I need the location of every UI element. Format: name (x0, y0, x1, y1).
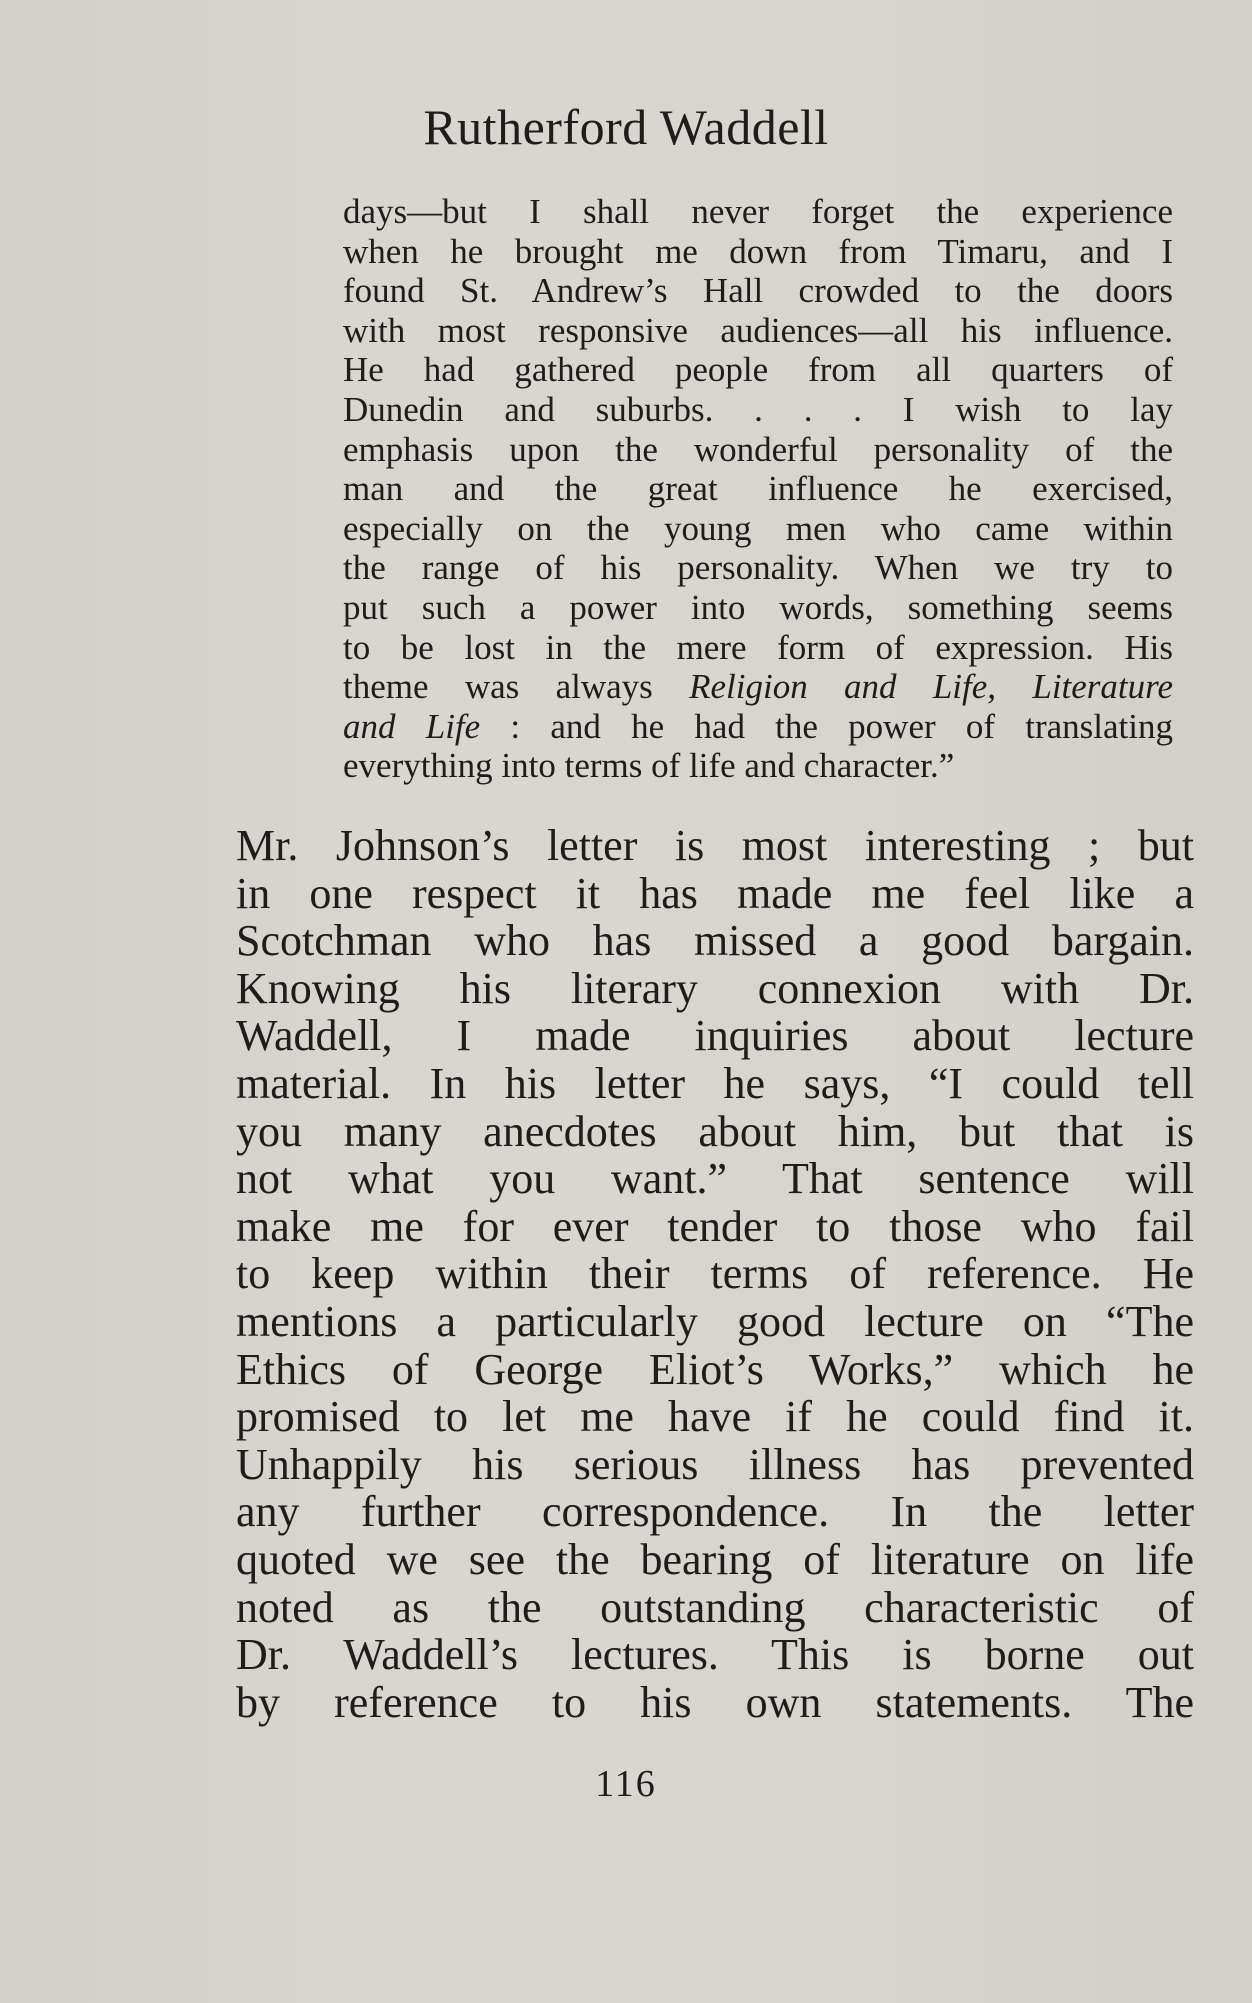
quote-line: everything into terms of life and character.” (343, 746, 955, 786)
page-number: 116 (595, 1763, 657, 1805)
body-line: Dr. Waddell’s lectures. This is borne out (236, 1630, 1194, 1680)
quote-line: emphasis upon the wonderful personality of the (343, 429, 1173, 469)
body-line: make me for ever tender to those who fail (236, 1201, 1194, 1251)
body-line: Ethics of George Eliot’s Works,” which he (236, 1344, 1194, 1394)
body-line: in one respect it has made me feel like a (236, 868, 1194, 918)
quote-line: to be lost in the mere form of expression. His (343, 627, 1173, 667)
quote-line: put such a power into words, something seems (343, 587, 1173, 627)
body-line: Waddell, I made inquiries about lecture (236, 1011, 1194, 1061)
quote-line: with most responsive audiences—all his influence. (343, 310, 1173, 350)
quote-line: when he brought me down from Timaru, and I (343, 231, 1173, 271)
quote-text: theme was always (343, 667, 690, 707)
body-line: promised to let me have if he could find it. (236, 1392, 1194, 1442)
quote-line: Dunedin and suburbs. . . . I wish to lay (343, 389, 1173, 429)
body-line: quoted we see the bearing of literature on life (236, 1534, 1194, 1584)
quote-line: days—but I shall never forget the experience (343, 192, 1173, 231)
body-line: Knowing his literary connexion with Dr. (236, 963, 1194, 1013)
body-line: noted as the outstanding characteristic of (236, 1582, 1194, 1632)
quote-text: : and he had the power of translating (480, 706, 1173, 746)
body-line: Mr. Johnson’s letter is most interesting ; but (236, 821, 1194, 870)
block-quote (343, 192, 1173, 786)
quote-line: the range of his personality. When we try to (343, 548, 1173, 588)
body-paragraph (236, 822, 1194, 1726)
body-line: by reference to his own statements. The (236, 1677, 1194, 1727)
body-line: Scotchman who has missed a good bargain. (236, 916, 1194, 966)
body-line: mentions a particularly good lecture on “The (236, 1296, 1194, 1346)
body-line: not what you want.” That sentence will (236, 1154, 1194, 1204)
quote-title-italic: and Life (343, 706, 481, 746)
body-line: Unhappily his serious illness has prevented (236, 1439, 1194, 1489)
quote-line: especially on the young men who came within (343, 508, 1173, 548)
quote-line: He had gathered people from all quarters of (343, 350, 1173, 390)
body-line: material. In his letter he says, “I could tell (236, 1058, 1194, 1108)
body-line: to keep within their terms of reference. He (236, 1249, 1194, 1299)
running-head: Rutherford Waddell (423, 99, 829, 155)
quote-title-italic: Religion and Life, Literature (689, 667, 1174, 707)
quote-line: man and the great influence he exercised, (343, 469, 1173, 509)
body-line: you many anecdotes about him, but that is (236, 1106, 1194, 1156)
quote-line (343, 667, 1173, 707)
quote-line: found St. Andrew’s Hall crowded to the doors (343, 271, 1173, 311)
quote-line (343, 707, 1173, 747)
body-line: any further correspondence. In the letter (236, 1487, 1194, 1537)
